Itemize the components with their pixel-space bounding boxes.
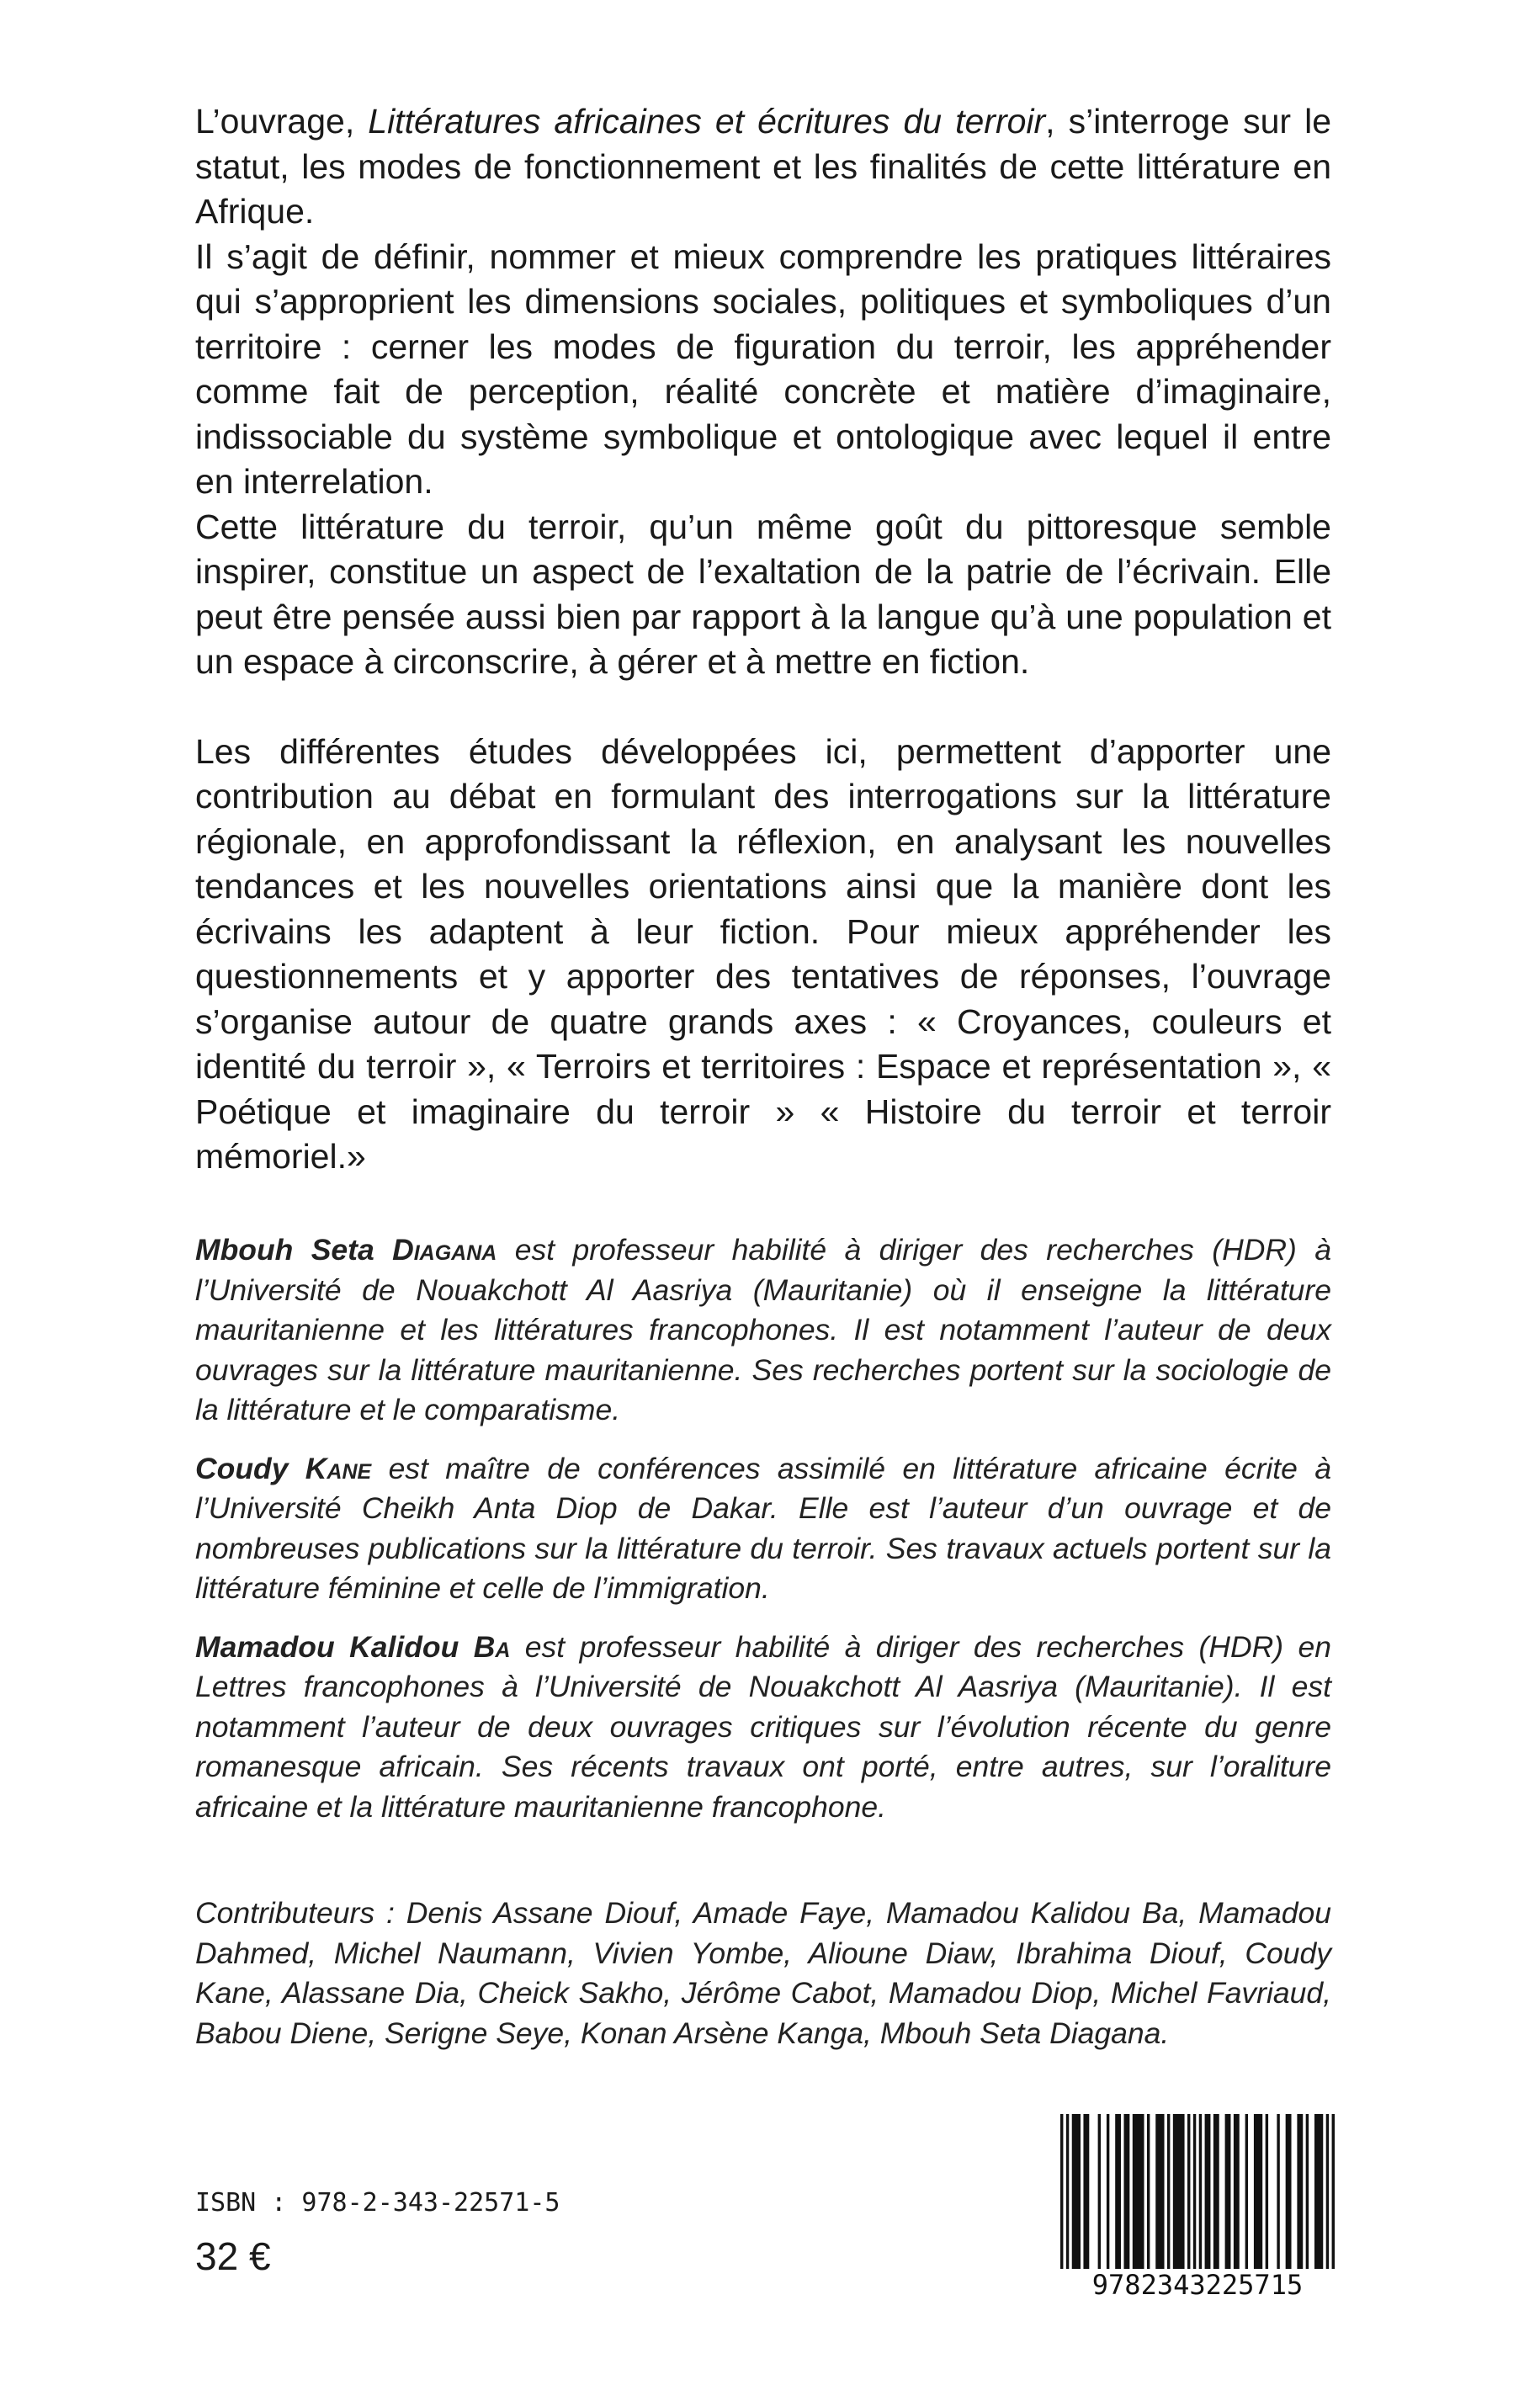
author-first-name: Mamadou Kalidou — [195, 1629, 474, 1664]
isbn: ISBN : 978-2-343-22571-5 — [195, 2188, 560, 2218]
barcode-bar — [1107, 2114, 1109, 2274]
price: 32 € — [195, 2234, 271, 2278]
barcode-bar — [1277, 2114, 1279, 2274]
barcode-bar — [1306, 2114, 1309, 2274]
summary-paragraph-1 — [195, 99, 1331, 235]
summary-paragraph-3: Cette littérature du terroir, qu’un même goût du pittoresque semble inspirer, constitue un aspect de l’exaltation de la patrie de l’écrivain. Elle peut être pensée aussi bien par rapport à la langue qu’à une population et un espace à circonscrire, à gérer et à mettre en fiction. — [195, 507, 1331, 681]
book-title: Littératures africaines et écritures du terroir — [368, 102, 1046, 141]
barcode-bar — [1155, 2114, 1164, 2274]
author-bio-text: est professeur habilité à diriger des recherches (HDR) en Lettres francophones à l’Université de Nouakchott Al Aasriya (Mauritanie). Il est notamment l’auteur de deux ouvrages critiques sur l’évolution récente du genre romanesque africain. Ses récents travaux ont porté, entre autres, sur l’oraliture africaine et la littérature mauritanienne francophone. — [195, 1629, 1332, 1824]
barcode-bar — [1326, 2114, 1329, 2274]
author-first-name: Mbouh Seta — [195, 1233, 393, 1267]
barcode-bars — [1060, 2114, 1335, 2274]
barcode-bar — [1133, 2114, 1144, 2274]
barcode-bar — [1187, 2114, 1190, 2274]
barcode-bar — [1205, 2114, 1211, 2274]
contributors-text: Contributeurs : Denis Assane Diouf, Amade Faye, Mamadou Kalidou Ba, Mamadou Dahmed, Michel Naumann, Vivien Yombe, Alioune Diaw, Ibrahima Diouf, Coudy Kane, Alassane Dia, Cheick Sakho, Jérôme Cabot, Mamadou Diop, Michel Favriaud, Babou Diene, Serigne Seye, Konan Arsène Kanga, Mbouh Seta Diagana. — [195, 1896, 1331, 2050]
barcode-bar — [1123, 2114, 1129, 2274]
barcode-bar — [1225, 2114, 1231, 2274]
author-bios — [195, 1230, 1331, 1846]
barcode-bar — [1213, 2114, 1219, 2274]
barcode-bar — [1266, 2114, 1268, 2274]
author-last-name: Diagana — [392, 1233, 497, 1267]
summary-p1-lead: L’ouvrage, — [195, 102, 369, 141]
barcode-bar — [1314, 2114, 1323, 2274]
author-bio — [195, 1628, 1331, 1828]
barcode-bar — [1193, 2114, 1196, 2274]
summary-p1-rest: , s’interroge sur le statut, les modes de fonctionnement et les finalités de cette littérature en Afrique. — [195, 102, 1332, 231]
barcode-digits: 9782343225715 — [1060, 2269, 1335, 2301]
author-last-name: Kane — [305, 1451, 372, 1485]
barcode-bar — [1083, 2114, 1089, 2274]
barcode-bar — [1072, 2114, 1081, 2274]
barcode-bar — [1199, 2114, 1202, 2274]
barcode-bar — [1245, 2114, 1248, 2274]
barcode-bar — [1167, 2114, 1170, 2274]
barcode-bar — [1297, 2114, 1303, 2274]
barcode-bar — [1115, 2114, 1121, 2274]
barcode-bar — [1066, 2114, 1069, 2274]
barcode-bar — [1173, 2114, 1185, 2274]
author-bio — [195, 1230, 1331, 1431]
author-bio-text: est professeur habilité à diriger des recherches (HDR) à l’Université de Nouakchott Al Aasriya (Mauritanie) où il enseigne la littérature mauritanienne et les littératures francophones. Il est notamment l’auteur de deux ouvrages sur la littérature mauritanienne. Ses recherches portent sur la sociologie de la littérature et le comparatisme. — [195, 1233, 1331, 1426]
summary-paragraph-4: Les différentes études développées ici, permettent d’apporter une contribution au débat en formulant des interrogations sur la littérature régionale, en approfondissant la réflexion, en analysant les nouvelles tendances et les nouvelles orientations ainsi que la manière dont les écrivains les adaptent à leur fiction. Pour mieux appréhender les questionnements et y apporter des tentatives de réponses, l’ouvrage s’organise autour de quatre grands axes : « Croyances, couleurs et identité du terroir », « Terroirs et territoires : Espace et représentation », « Poétique et imaginaire du terroir » « Histoire du terroir et terroir mémoriel.» — [195, 731, 1331, 1176]
barcode-bar — [1060, 2114, 1063, 2274]
summary-paragraph-2: Il s’agit de définir, nommer et mieux comprendre les pratiques littéraires qui s’approprient les dimensions sociales, politiques et symboliques d’un territoire : cerner les modes de figuration du terroir, les appréhender comme fait de perception, réalité concrète et matière d’imaginaire, indissociable du système symbolique et ontologique avec lequel il entre en interrelation. — [195, 236, 1331, 501]
barcode-bar — [1234, 2114, 1240, 2274]
barcode-bar — [1147, 2114, 1150, 2274]
author-last-name: Ba — [473, 1629, 511, 1664]
contributors-list — [195, 1894, 1331, 2053]
barcode-bar — [1254, 2114, 1262, 2274]
author-first-name: Coudy — [195, 1451, 305, 1485]
barcode-bar — [1332, 2114, 1335, 2274]
author-bio-text: est maître de conférences assimilé en littérature africaine écrite à l’Université Cheikh Anta Diop de Dakar. Elle est l’auteur d’un ouvrage et de nombreuses publications sur la littérature du terroir. Ses travaux actuels portent sur la littérature féminine et celle de l’immigration. — [195, 1451, 1331, 1605]
author-bio — [195, 1449, 1331, 1609]
summary-text — [195, 99, 1331, 1180]
barcode-bar — [1098, 2114, 1101, 2274]
barcode-bar — [1286, 2114, 1292, 2274]
